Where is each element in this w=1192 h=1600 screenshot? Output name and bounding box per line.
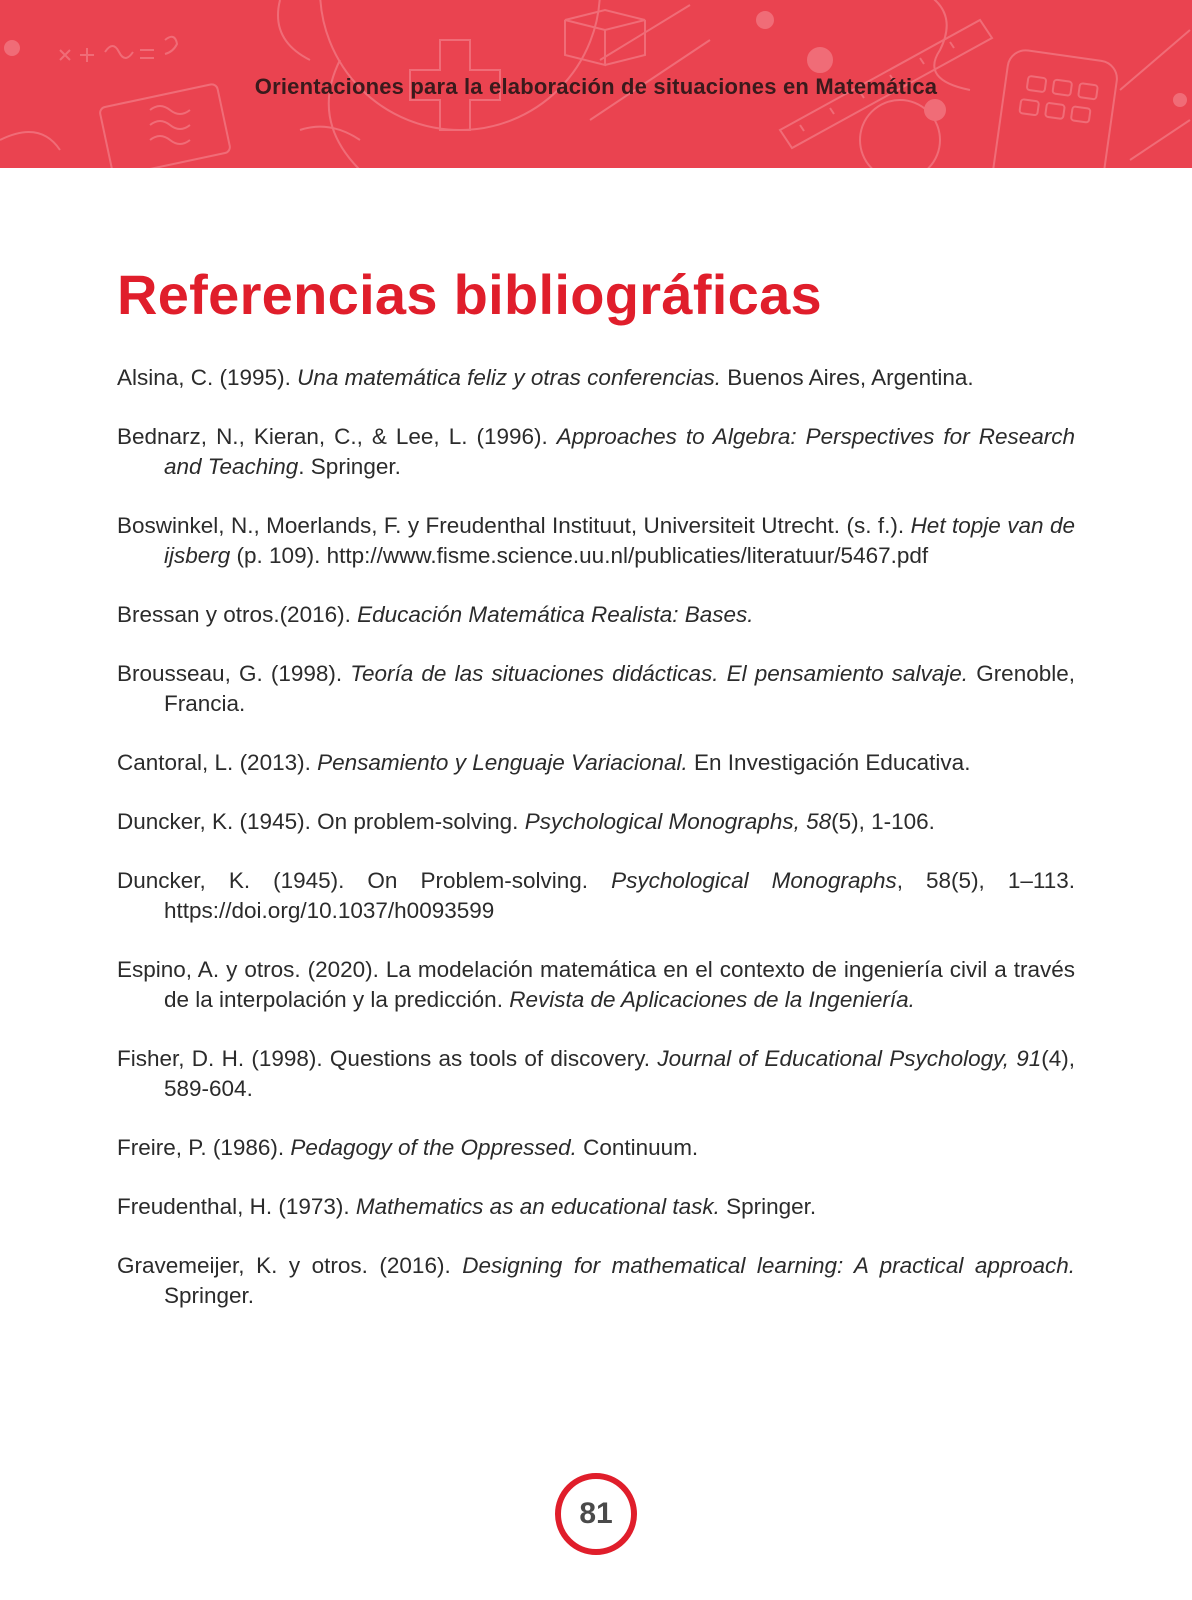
reference-details: (p. 109). http://www.fisme.science.uu.nl/publicaties/literatuur/5467.pdf (230, 543, 929, 568)
reference-title: Het topje van de ijsberg (164, 513, 1075, 568)
page-number: 81 (579, 1497, 613, 1530)
reference-entry (117, 363, 1075, 393)
reference-entry (117, 955, 1075, 1015)
reference-entry (117, 807, 1075, 837)
reference-entry (117, 1251, 1075, 1311)
reference-text: Bednarz, N., Kieran, C., & Lee, L. (1996). (117, 424, 557, 449)
reference-text: Duncker, K. (1945). On problem-solving. (117, 809, 525, 834)
reference-details: Springer. (719, 1194, 817, 1219)
reference-text: Duncker, K. (1945). On Problem-solving. (117, 868, 612, 893)
page-title: Referencias bibliográficas (117, 263, 822, 326)
reference-details: Springer. (164, 1283, 255, 1308)
reference-entry (117, 422, 1075, 482)
reference-text: Alsina, C. (1995). (117, 365, 298, 390)
reference-entry (117, 1044, 1075, 1104)
page-number-badge (552, 1470, 640, 1558)
reference-details: . Springer. (298, 454, 401, 479)
reference-entry (117, 659, 1075, 719)
reference-entry (117, 600, 1075, 630)
reference-title: Psychological Monographs (611, 868, 897, 893)
reference-details: Continuum. (576, 1135, 699, 1160)
reference-title: Teoría de las situaciones didácticas. El pensamiento salvaje. (350, 661, 969, 686)
reference-details: Grenoble, Francia. (164, 661, 1075, 716)
header-banner (0, 0, 1192, 168)
reference-title: Psychological Monographs, 58 (524, 809, 832, 834)
reference-text: Fisher, D. H. (1998). Questions as tools of discovery. (117, 1046, 658, 1071)
reference-details: , 58(5), 1–113. https://doi.org/10.1037/h0093599 (164, 868, 1075, 923)
reference-title: Pedagogy of the Oppressed. (290, 1135, 577, 1160)
reference-text: Gravemeijer, K. y otros. (2016). (117, 1253, 463, 1278)
reference-details: (5), 1-106. (831, 809, 935, 834)
reference-entry (117, 748, 1075, 778)
reference-title: Revista de Aplicaciones de la Ingeniería. (509, 987, 915, 1012)
reference-text: Freudenthal, H. (1973). (117, 1194, 356, 1219)
reference-entry (117, 511, 1075, 571)
reference-entry (117, 1133, 1075, 1163)
reference-text: Espino, A. y otros. (2020). La modelación matemática en el contexto de ingeniería civil a través de la interpolación y la predicción. (117, 957, 1075, 1012)
reference-details: En Investigación Educativa. (687, 750, 971, 775)
reference-title: Una matemática feliz y otras conferencias. (297, 365, 722, 390)
reference-title: Designing for mathematical learning: A practical approach. (462, 1253, 1075, 1278)
reference-text: Boswinkel, N., Moerlands, F. y Freudenthal Instituut, Universiteit Utrecht. (s. f.). (117, 513, 911, 538)
reference-title: Pensamiento y Lenguaje Variacional. (317, 750, 688, 775)
reference-title: Educación Matemática Realista: Bases. (357, 602, 754, 627)
reference-title: Mathematics as an educational task. (355, 1194, 720, 1219)
reference-text: Cantoral, L. (2013). (117, 750, 318, 775)
reference-title: Approaches to Algebra: Perspectives for Research and Teaching (164, 424, 1075, 479)
reference-entry (117, 866, 1075, 926)
reference-list (117, 363, 1075, 1340)
reference-text: Bressan y otros.(2016). (117, 602, 358, 627)
reference-title: Journal of Educational Psychology, 91 (657, 1046, 1042, 1071)
reference-text: Brousseau, G. (1998). (117, 661, 351, 686)
reference-details: (4), 589-604. (164, 1046, 1075, 1101)
reference-entry (117, 1192, 1075, 1222)
reference-details: Buenos Aires, Argentina. (721, 365, 974, 390)
header-title: Orientaciones para la elaboración de situaciones en Matemática (254, 74, 938, 99)
reference-text: Freire, P. (1986). (117, 1135, 291, 1160)
